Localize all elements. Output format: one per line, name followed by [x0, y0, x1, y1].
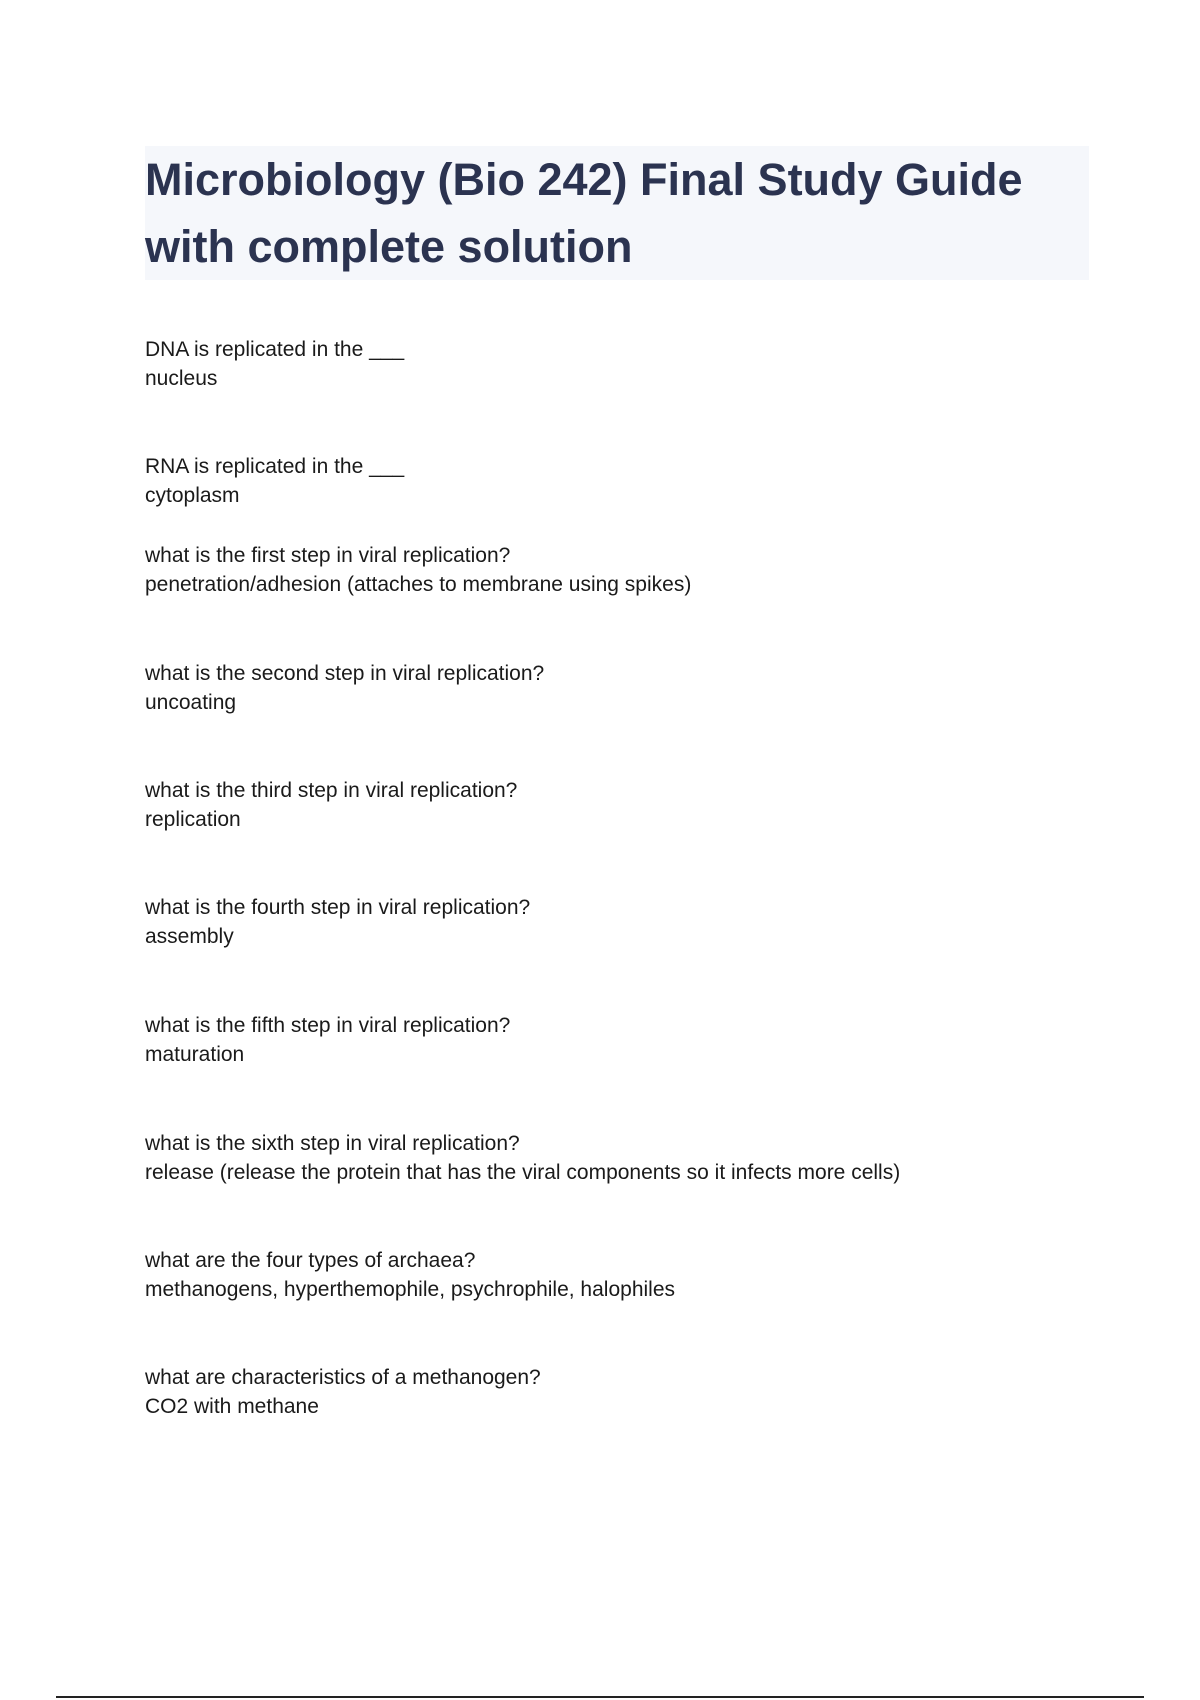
qa-item: [145, 659, 1145, 717]
question-text: what is the second step in viral replication?: [145, 662, 545, 685]
qa-item: [145, 893, 1145, 951]
answer-text: uncoating: [145, 691, 237, 714]
question-text: what is the fifth step in viral replication?: [145, 1014, 511, 1037]
answer-text: assembly: [145, 925, 234, 948]
page-title-line-1: Microbiology (Bio 242) Final Study Guide: [145, 154, 1023, 205]
question-text: DNA is replicated in the ___: [145, 338, 405, 361]
answer-text: nucleus: [145, 367, 218, 390]
question-text: what is the third step in viral replication?: [145, 779, 518, 802]
qa-item: [145, 776, 1145, 834]
footer-divider: [56, 1696, 1144, 1698]
answer-text: replication: [145, 808, 241, 831]
question-text: what are the four types of archaea?: [145, 1249, 476, 1272]
qa-item: [145, 1246, 1145, 1304]
qa-item: [145, 452, 1145, 510]
question-text: what is the fourth step in viral replication?: [145, 896, 531, 919]
question-text: RNA is replicated in the ___: [145, 455, 405, 478]
qa-item: [145, 1129, 1145, 1187]
qa-item: [145, 1363, 1145, 1421]
answer-text: maturation: [145, 1043, 245, 1066]
answer-text: CO2 with methane: [145, 1395, 319, 1418]
qa-item: [145, 541, 1145, 599]
question-text: what is the first step in viral replication?: [145, 544, 511, 567]
answer-text: penetration/adhesion (attaches to membrane using spikes): [145, 573, 692, 596]
answer-text: cytoplasm: [145, 484, 240, 507]
question-text: what are characteristics of a methanogen?: [145, 1366, 541, 1389]
answer-text: release (release the protein that has the viral components so it infects more cells): [145, 1161, 901, 1184]
answer-text: methanogens, hyperthemophile, psychrophile, halophiles: [145, 1278, 676, 1301]
question-text: what is the sixth step in viral replication?: [145, 1132, 520, 1155]
qa-item: [145, 1011, 1145, 1069]
page-title-line-2: with complete solution: [145, 221, 633, 272]
qa-item: [145, 335, 1145, 393]
page-title: [145, 146, 1089, 280]
title-banner: [145, 146, 1089, 280]
